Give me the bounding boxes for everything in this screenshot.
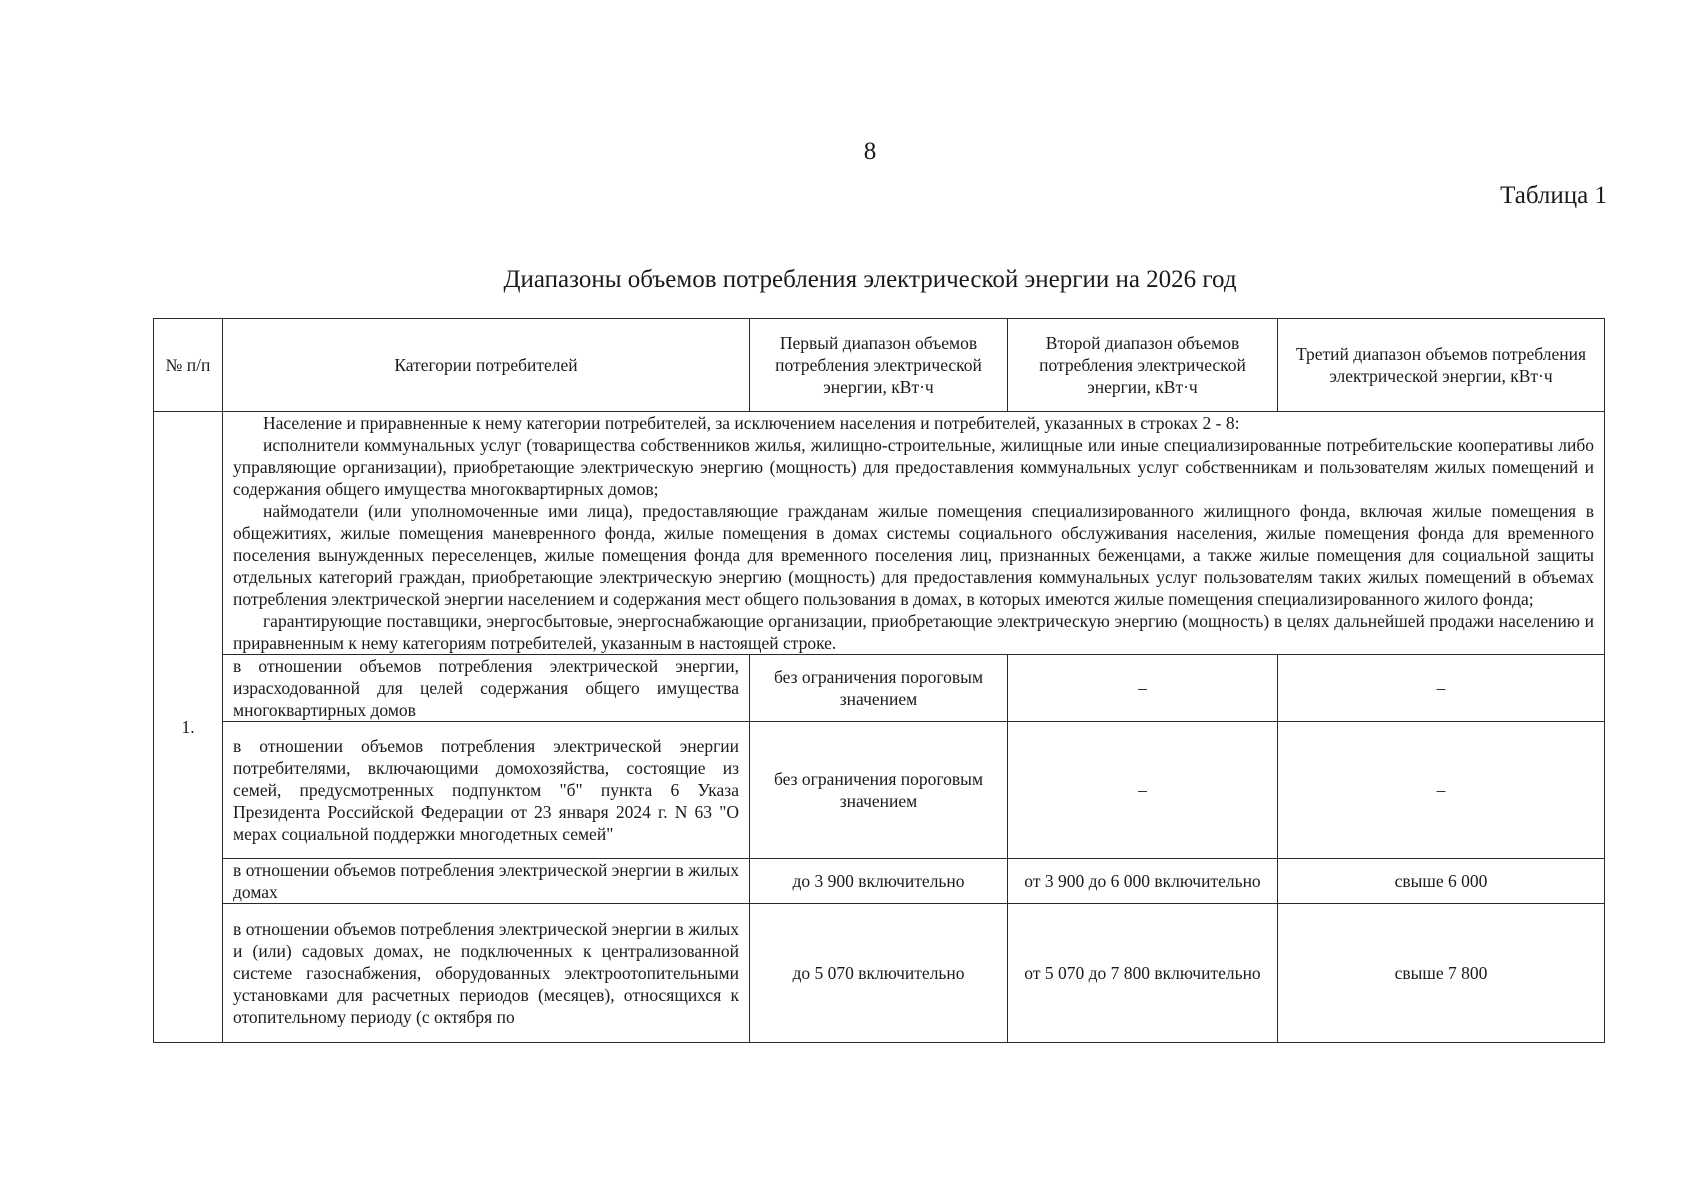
- range3-cell: свыше 7 800: [1278, 904, 1605, 1043]
- table-header-row: [154, 319, 1605, 412]
- category-cell: [223, 904, 750, 1043]
- range2-cell: от 5 070 до 7 800 включительно: [1008, 904, 1278, 1043]
- page-number: 8: [863, 138, 877, 165]
- category-cell: в отношении объемов потребления электрической энергии в жилых домах: [223, 859, 750, 904]
- table-label: Таблица 1: [1500, 182, 1607, 209]
- range1-cell: до 5 070 включительно: [750, 904, 1008, 1043]
- intro-paragraph: наймодатели (или уполномоченные ими лица), предоставляющие гражданам жилые помещения специализированного жилищного фонда, включая жилые помещения в общежитиях, жилые помещения маневренного фонда, жилые помещения в домах системы социального обслуживания населения, жилые помещения фонда для временного поселения вынужденных переселенцев, жилые помещения фонда для временного поселения лиц, признанных беженцами, а также жилые помещения для социальной защиты отдельных категорий граждан, приобретающие электрическую энергию (мощность) для предоставления коммунальных услуг пользователям таких жилых помещений в объемах потребления электрической энергии населением и содержания мест общего пользования в домах, в которых имеются жилые помещения специализированного жилого фонда;: [233, 501, 1594, 609]
- consumption-ranges-table: [153, 318, 1605, 1043]
- range1-cell: без ограничения пороговым значением: [750, 722, 1008, 859]
- range3-cell: –: [1278, 655, 1605, 722]
- document-title: Диапазоны объемов потребления электрической энергии на 2026 год: [503, 266, 1237, 293]
- intro-row: [154, 412, 1605, 655]
- intro-paragraph: Население и приравненные к нему категории потребителей, за исключением населения и потребителей, указанных в строках 2 - 8:: [263, 413, 1240, 433]
- intro-paragraph: гарантирующие поставщики, энергосбытовые, энергоснабжающие организации, приобретающие электрическую энергию (мощность) в целях дальнейшей продажи населению и приравненным к нему категориям потребителей, указанным в настоящей строке.: [233, 611, 1594, 653]
- category-text: в отношении объемов потребления электрической энергии в жилых и (или) садовых домах, не подключенных к централизованной системе газоснабжения, оборудованных электроотопительными установками для расчетных периодов (месяцев), относящихся к отопительному периоду (с октября по: [233, 919, 739, 1027]
- page-margin-mask: [153, 1100, 223, 1200]
- range2-cell: –: [1008, 655, 1278, 722]
- table-row: [154, 859, 1605, 904]
- category-cell: в отношении объемов потребления электрической энергии, израсходованной для целей содержания общего имущества многоквартирных домов: [223, 655, 750, 722]
- header-category: Категории потребителей: [223, 319, 750, 412]
- header-range2: Второй диапазон объемов потребления электрической энергии, кВт·ч: [1008, 319, 1278, 412]
- range2-cell: от 3 900 до 6 000 включительно: [1008, 859, 1278, 904]
- range3-cell: свыше 6 000: [1278, 859, 1605, 904]
- intro-cell: [223, 412, 1605, 655]
- table-row: [154, 904, 1605, 1043]
- intro-paragraph: исполнители коммунальных услуг (товарищества собственников жилья, жилищно-строительные, жилищные или иные специализированные потребительские кооперативы либо управляющие организации), приобретающие электрическую энергию (мощность) для предоставления коммунальных услуг собственникам и пользователям жилых помещений и содержания общего имущества многоквартирных домов;: [233, 435, 1594, 499]
- table-row: [154, 722, 1605, 859]
- row-number: 1.: [154, 412, 223, 1043]
- range1-cell: до 3 900 включительно: [750, 859, 1008, 904]
- range2-cell: –: [1008, 722, 1278, 859]
- range3-cell: –: [1278, 722, 1605, 859]
- category-cell: в отношении объемов потребления электрической энергии потребителями, включающими домохозяйства, состоящие из семей, предусмотренных подпунктом "б" пункта 6 Указа Президента Российской Федерации от 23 января 2024 г. N 63 "О мерах социальной поддержки многодетных семей": [223, 722, 750, 859]
- range1-cell: без ограничения пороговым значением: [750, 655, 1008, 722]
- header-range1: Первый диапазон объемов потребления электрической энергии, кВт·ч: [750, 319, 1008, 412]
- header-num: № п/п: [154, 319, 223, 412]
- table-row: [154, 655, 1605, 722]
- header-range3: Третий диапазон объемов потребления электрической энергии, кВт·ч: [1278, 319, 1605, 412]
